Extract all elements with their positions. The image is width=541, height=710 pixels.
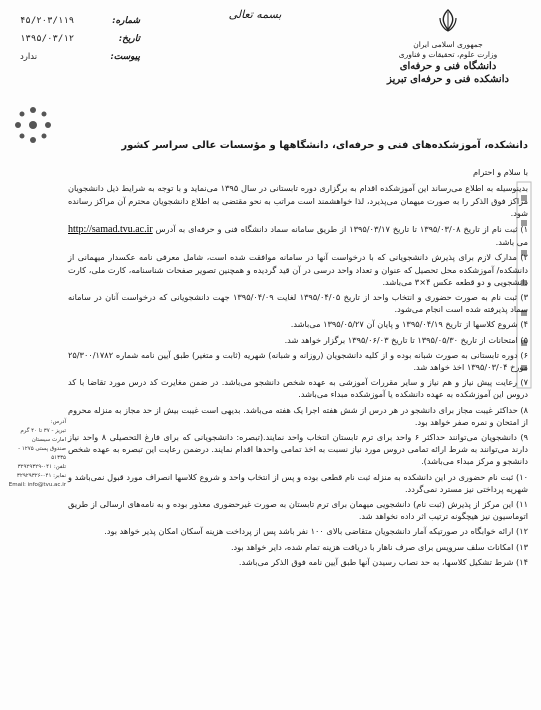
list-item: ۲) مدارک لازم برای پذیرش دانشجویانی که با درخواست آنها در سامانه موافقت شده است، شامل معرفی نامه عکسدار میهمانی از دانشکده/ آموزشکده محل تحصیل که عنوان و تعداد واحد درسی در آن قید گردیده و همچنین تصویر صفحات شناسنامه، کارت ملی، کارت دانشجویی و دو قطعه عکس ۴×۳ می‌باشد. [68,252,528,287]
emblem-line: وزارت علوم، تحقیقات و فناوری [398,50,498,59]
list-item: ۷) رعایت پیش نیاز و هم نیاز و سایر مقررات آموزشی به عهده شخص دانشجو می‌باشد. در ضمن مغایرت کد درس مورد تقاضا با کد دروس این آموزشکده به عهده دانشکده یا آموزشکده مبداء می‌باشد. [68,377,528,400]
list-item: ۱۱) این مرکز از پذیرش (ثبت نام) دانشجویی میهمان برای ترم تابستان به صورت غیرحضوری معذور بوده و به نامه‌های ارسالی از طریق اتوماسیون نیز هیچگونه ترتیب اثر داده نخواهد شد. [68,499,528,522]
list-item: ۱۲) ارائه خوابگاه در صورتیکه آمار دانشجویان متقاضی بالای ۱۰۰ نفر باشد پس از پرداخت هزینه آسکان امکان پذیر خواهد بود. [104,526,528,537]
address-line: نمابر: ۰۴۱-۳۲۹۲۹۳۲۶ [16,473,66,479]
list-item: ۹) دانشجویان می‌توانند حداکثر ۶ واحد برای ترم تابستان انتخاب واحد نمایند.(تبصره: دانشجویانی که برای فارغ التحصیلی ۸ واحد نیاز دارند می‌توانند به شرط ارائه تمامی دروس مورد نیاز نسبت به اخذ تمامی واحدها اقدام نمایند. درضمن رعایت این تبصره به عهده شخص دانشجو و مرکز مبداء می‌باشد). [68,432,528,467]
date-label: تاریخ: [118,34,140,44]
address-line: تلفن: ۰۴۱-۳۲۹۲۹۳۲۹ [17,464,66,470]
list-item: ۵) امتحانات از تاریخ ۱۳۹۵/۰۵/۳۰ تا تاریخ ۱۳۹۵/۰۶/۰۳ برگزار خواهد شد. [284,334,528,345]
intro-paragraph: بدینوسیله به اطلاع می‌رساند این آموزشکده اقدام به برگزاری دوره تابستانی در سال ۱۳۹۵ می‌نماید و با توجه به شرایط ذیل دانشجویان مراکز فوق الذکر را به صورت میهمان می‌پذیرد، لذا خواهشمند است مراتب به نحو مقتضی به اطلاع دانشجویان محترم آن مراکز رسانده شود. [68,183,528,218]
meta-date-row [20,30,140,48]
addressee-heading: دانشکده، آموزشکده‌های فنی و حرفه‌ای، دانشگاهها و مؤسسات عالی سراسر کشور [121,140,528,151]
list-item: ۱۳) امکانات سلف سرویس برای صرف ناهار با دریافت هزینه تمام شده، دایر خواهد بود. [230,541,528,552]
list-item: ۳) ثبت نام به صورت حضوری و انتخاب واحد از تاریخ ۱۳۹۵/۰۴/۰۵ لغایت ۱۳۹۵/۰۴/۰۹ جهت دانشجویانی که درخواست آنان در سامانه سماد پذیرفته شده است انجام می‌شود. [68,292,529,315]
attachment-value: ندارد [20,52,38,62]
emblem-line: جمهوری اسلامی ایران [413,40,483,49]
item-suffix: می باشد. [495,237,528,248]
list-item: ۱۴) شرط تشکیل کلاسها، به حد نصاب رسیدن آنها طبق آیین نامه فوق الذکر می‌باشد. [238,556,528,567]
emblem-line: دانشگاه فنی و حرفه‌ای [399,61,497,72]
letter-meta [20,12,140,66]
list-item: ۴) شروع کلاسها از تاریخ ۱۳۹۵/۰۴/۱۹ و پایان آن ۱۳۹۵/۰۵/۲۷ می‌باشد. [290,319,528,330]
university-logo-icon [8,100,58,150]
address-line: تبریز - ۳۷ تا ۴۰ گرم امارت سیستان [20,428,66,443]
address-line: صندوق پستی ۱۲۷۵ - ۵۱۳۳۵ [18,446,66,461]
number-label: شماره: [112,16,140,26]
samad-link[interactable]: http://samad.tvu.ac.ir [68,224,153,236]
side-address [6,418,66,490]
iran-emblem-icon [435,8,461,34]
institution-emblem [383,8,513,98]
list-item: ۸) حداکثر غیبت مجاز برای دانشجو در هر درس از شش هفته اجرا یک هفته می‌باشد. بدیهی است غیبت بیش از حد مجاز به منزله محروم از امتحان و نمره صفر خواهد بود. [68,404,528,427]
meta-attachment-row [20,48,140,66]
greeting: با سلام و احترام [472,167,528,178]
meta-number-row [20,12,140,30]
address-line: آدرس: [50,419,66,425]
number-value: ۴۵/۲۰۳/۱۱۹ [20,16,75,26]
item-text: ۱) ثبت نام از تاریخ ۱۳۹۵/۰۳/۰۸ تا تاریخ ۱۳۹۵/۰۳/۱۷ از طریق سامانه سماد دانشگاه فنی و حرفه‌ای به آدرس [155,224,528,235]
list-item: ۶) دوره تابستانی به صورت شبانه بوده و از کلیه دانشجویان (روزانه و شبانه) شهریه (ثابت و متغیر) طبق آیین نامه شماره ۲۵/۳۰۰/۱۷۸۲ مورخ ۱۳۹۵/۰۳/۰۴ اخذ خواهد شد. [68,349,528,373]
basmala: بسمه تعالی [228,8,282,21]
letter-body [68,140,528,571]
address-line: Email: info@tvu.ac.ir [8,482,66,488]
list-item [68,223,528,248]
list-item: ۱۰) ثبت نام حضوری در این دانشکده به منزله ثبت نام قطعی بوده و پس از انتخاب واحد و شروع کلاسها انصراف مورد قبول نمی‌باشد و شهریه پرداختی نیز مسترد نمی‌گردد. [68,471,528,494]
emblem-line: دانشکده فنی و حرفه‌ای تبریز [387,74,509,85]
date-value: ۱۳۹۵/۰۳/۱۲ [20,34,75,44]
attachment-label: پیوست: [110,52,140,62]
